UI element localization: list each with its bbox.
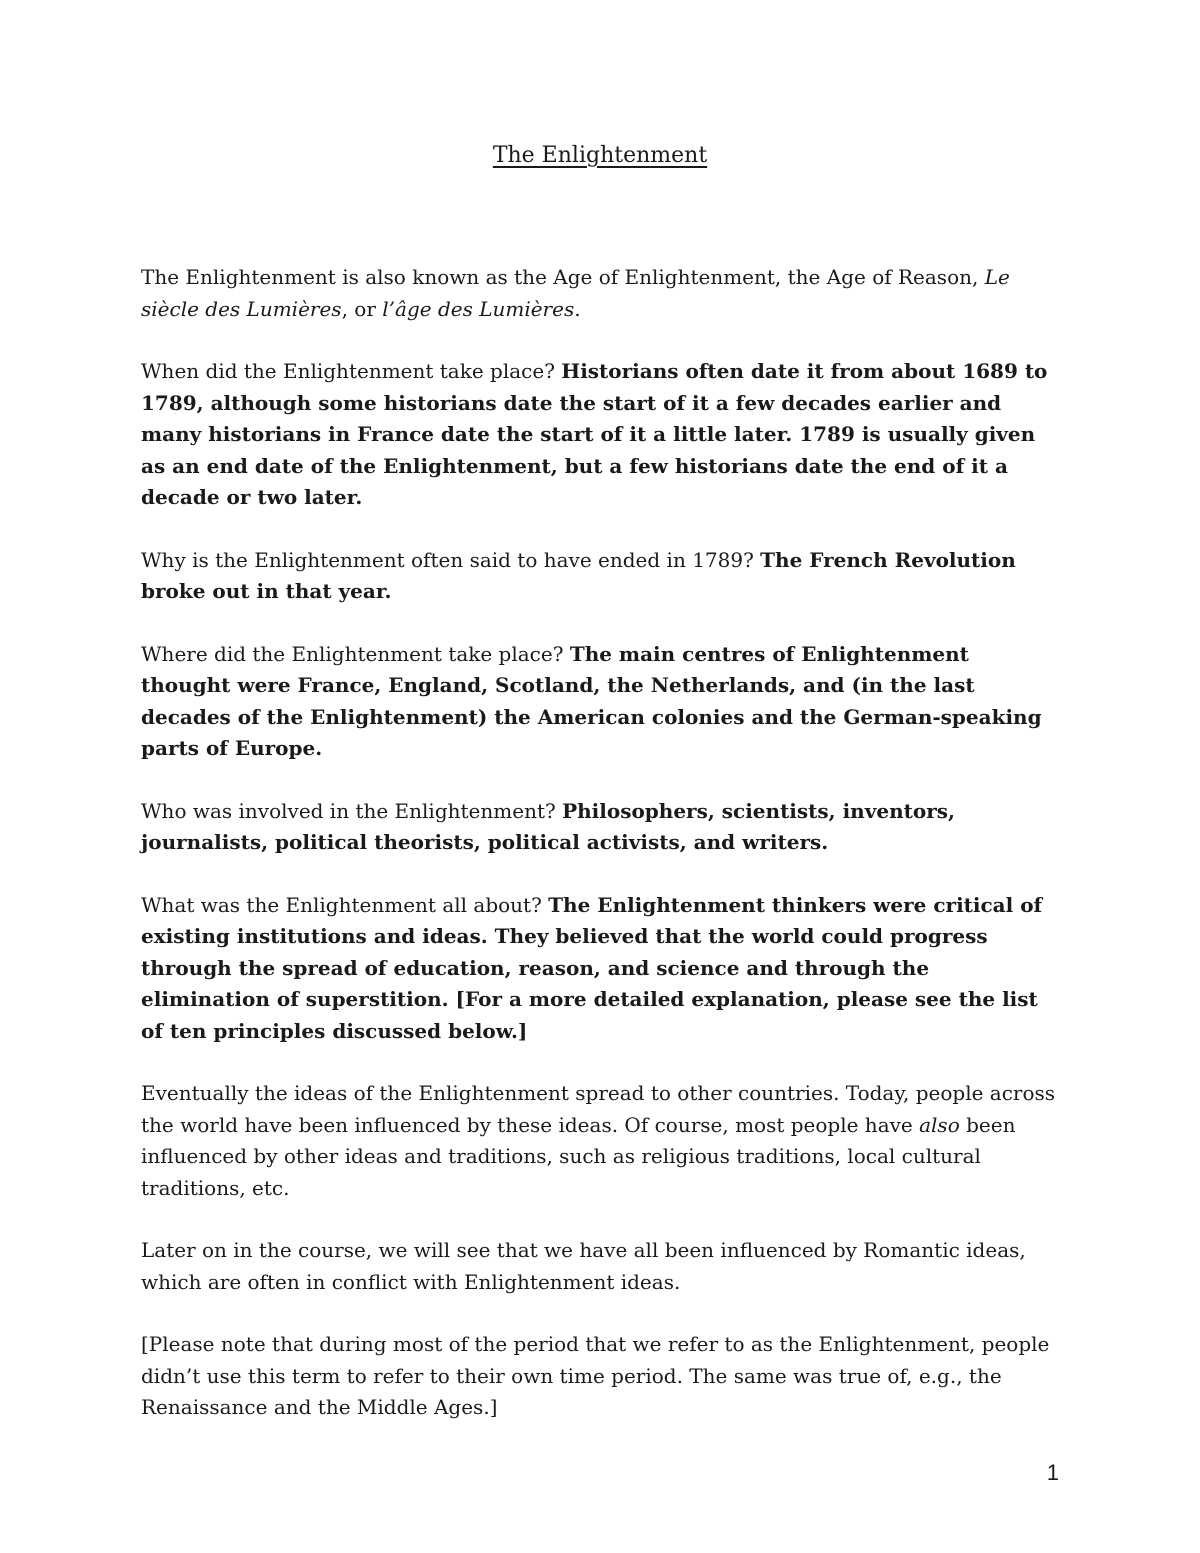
- paragraph-spread: [141, 1078, 1061, 1204]
- page-number: 1: [1046, 1460, 1059, 1485]
- question-text: Where did the Enlightenment take place?: [141, 641, 570, 666]
- italic-french-term: Le siècle des Lumières: [141, 265, 1010, 321]
- question-text: What was the Enlightenment all about?: [141, 892, 549, 917]
- paragraph-what: [141, 890, 1061, 1048]
- question-text: Who was involved in the Enlightenment?: [141, 798, 563, 823]
- text-segment: [Please note that during most of the period that we refer to as the Enlightenment, people didn’t use this term to refer to their own time period. The same was true of, e.g., the Renaissance and the Middle Ages.]: [141, 1332, 1050, 1419]
- document-body: [141, 262, 1061, 1455]
- paragraph-where: [141, 639, 1061, 765]
- italic-french-term: l’âge des Lumières: [382, 296, 575, 321]
- paragraph-romantic: [141, 1235, 1061, 1298]
- answer-text: Historians often date it from about 1689 to 1789, although some historians date the start of it a few decades earlier and many historians in France date the start of it a little later. 1789 is usually given as an end date of the Enlightenment, but a few historians date the end of it a decade or two later.: [141, 359, 1048, 509]
- italic-emphasis: also: [919, 1112, 960, 1137]
- answer-text: Philosophers, scientists, inventors, journalists, political theorists, political activists, and writers.: [141, 798, 955, 854]
- answer-text: The Enlightenment thinkers were critical of existing institutions and ideas. They believed that the world could progress through the spread of education, reason, and science and through the elimination of superstition. [For a more detailed explanation, please see the list of ten principles discussed below.]: [141, 892, 1043, 1043]
- paragraph-why-1789: [141, 545, 1061, 608]
- answer-text: The main centres of Enlightenment thought were France, England, Scotland, the Netherlands, and (in the last decades of the Enlightenment) the American colonies and the German-speaking parts of Europe.: [141, 641, 1042, 760]
- text-segment: Later on in the course, we will see that we have all been influenced by Romantic ideas, which are often in conflict with Enlightenment ideas.: [141, 1238, 1026, 1294]
- question-text: Why is the Enlightenment often said to have ended in 1789?: [141, 547, 761, 572]
- text-segment: Eventually the ideas of the Enlightenment spread to other countries. Today, people across the world have been influenced by these ideas. Of course, most people have: [141, 1081, 1056, 1137]
- question-text: When did the Enlightenment take place?: [141, 359, 562, 383]
- paragraph-who: [141, 796, 1061, 859]
- page-title: The Enlightenment: [492, 143, 708, 168]
- answer-text: The French Revolution broke out in that year.: [141, 547, 1016, 603]
- paragraph-when: [141, 356, 1061, 514]
- paragraph-note: [141, 1329, 1061, 1424]
- text-segment: .: [574, 296, 581, 321]
- text-segment: , or: [341, 296, 383, 321]
- paragraph-also-known-as: [141, 262, 1061, 325]
- text-segment: been influenced by other ideas and traditions, such as religious traditions, local cultural traditions, etc.: [141, 1112, 1016, 1200]
- text-segment: The Enlightenment is also known as the Age of Enlightenment, the Age of Reason,: [141, 265, 985, 289]
